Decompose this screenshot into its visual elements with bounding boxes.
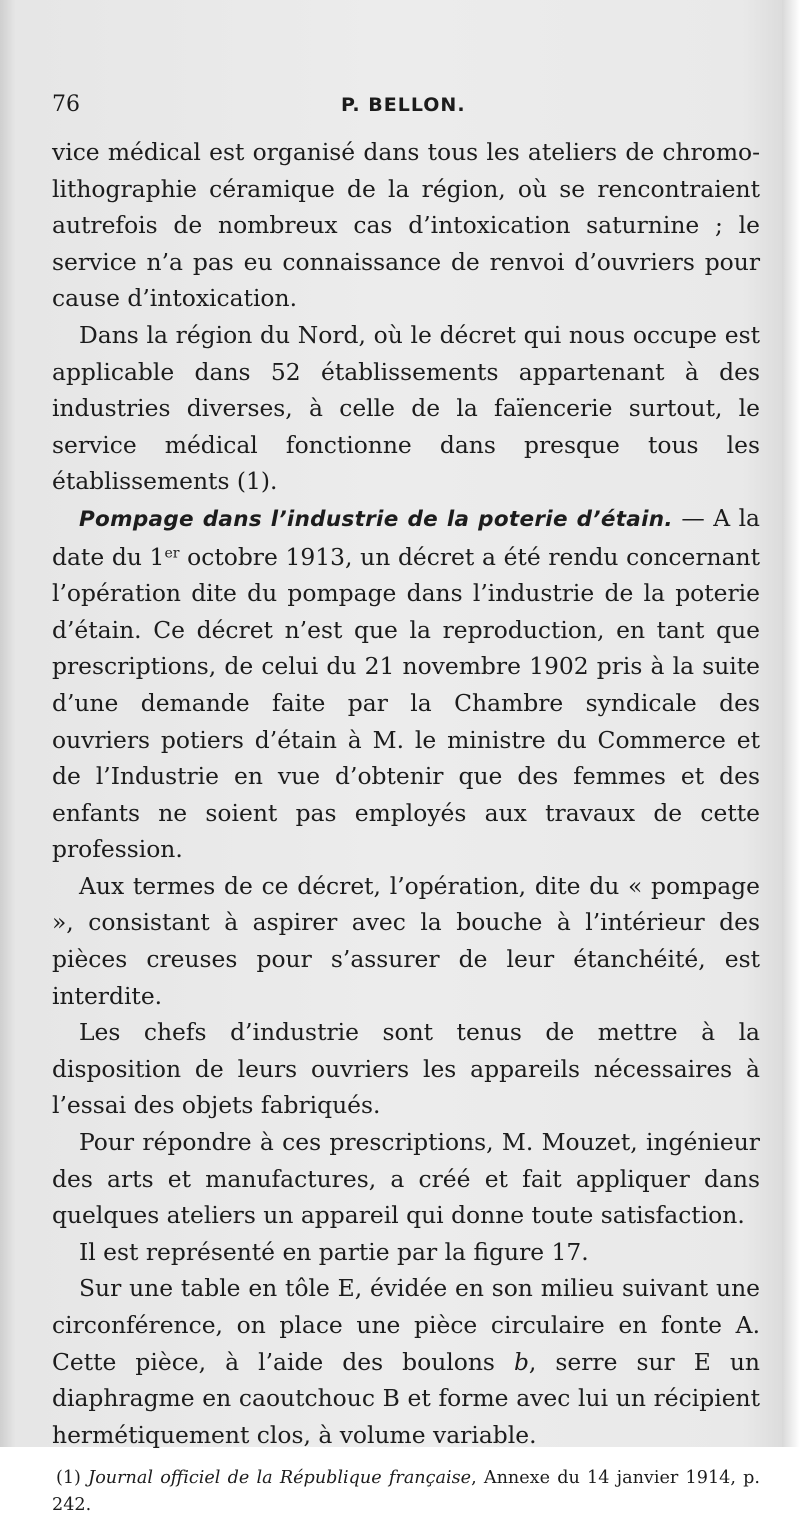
paragraph-continued: vice médical est organisé dans tous les ateliers de chromo-lithographie céramique de la région, où se rencontraient autrefois de nombreux cas d’intoxication saturnine ; le service n’a pas eu connaissance de renvoi d’ouvriers pour cause d’intoxication. bbox=[52, 138, 760, 313]
page-edge-shadow bbox=[782, 0, 800, 1447]
section-title: Pompage dans l’industrie de la poterie d’étain. bbox=[79, 506, 673, 532]
superscript: er bbox=[164, 544, 180, 561]
paragraph-apparatus bbox=[52, 1270, 760, 1453]
paragraph-nord: Dans la région du Nord, où le décret qui nous occupe est applicable dans 52 établissements appartenant à des industries diverses, à celle de la faïencerie surtout, le service médical fonctionne dans presque tous les établissements (1). bbox=[52, 320, 760, 496]
paragraph-mouzet: Pour répondre à ces prescriptions, M. Mouzet, ingénieur des arts et manufactures, a créé et fait appliquer dans quelques ateliers un appareil qui donne toute satisfaction. bbox=[52, 1128, 760, 1230]
footnote-text: , Annexe du 14 janvier 1914, p. 242. bbox=[52, 1468, 761, 1516]
paragraph-text: , serre sur E un diaphragme en caoutchouc B et forme avec lui un récipient hermétiquement clos, à volume variable. bbox=[52, 1347, 760, 1449]
paragraph-figure-ref: Il est représenté en partie par la figure 17. bbox=[79, 1237, 589, 1266]
paragraph-pompage bbox=[52, 500, 760, 868]
paragraph-industry-chiefs: Les chefs d’industrie sont tenus de mettre à la disposition de leurs ouvriers les appareils nécessaires à l’essai des objets fabriqués. bbox=[52, 1018, 760, 1120]
body-text bbox=[52, 134, 760, 1453]
paragraph-text: — A la date du 1 bbox=[52, 503, 761, 571]
footnote-title: Journal officiel de la République française bbox=[88, 1468, 472, 1489]
italic-letter: b bbox=[513, 1347, 529, 1376]
page-number: 76 bbox=[52, 92, 80, 117]
paragraph-decree-terms: Aux termes de ce décret, l’opération, dite du « pompage », consistant à aspirer avec la bouche à l’intérieur des pièces creuses pour s’assurer de leur étanchéité, est interdite. bbox=[52, 871, 760, 1010]
page-header bbox=[52, 92, 760, 134]
running-head: P. BELLON. bbox=[341, 94, 466, 116]
footnote bbox=[52, 1465, 760, 1519]
footnote-marker: (1) bbox=[56, 1468, 89, 1489]
footnotes bbox=[52, 1465, 760, 1519]
paragraph-text: Sur une table en tôle E, évidée en son milieu suivant une circonférence, on place une pièce circulaire en fonte A. Cette pièce, à l’aide des boulons bbox=[52, 1274, 760, 1376]
paragraph-text: octobre 1913, un décret a été rendu concernant l’opération dite du pompage dans l’industrie de la poterie d’étain. Ce décret n’est que la reproduction, en tant que prescriptions, de celui du 21 novembre 1902 pris à la suite d’une demande faite par la Chambre syndicale des ouvriers potiers d’étain à M. le ministre du Commerce et de l’Industrie en vue d’obtenir que des femmes et des enfants ne soient pas employés aux travaux de cette profession. bbox=[52, 542, 761, 864]
